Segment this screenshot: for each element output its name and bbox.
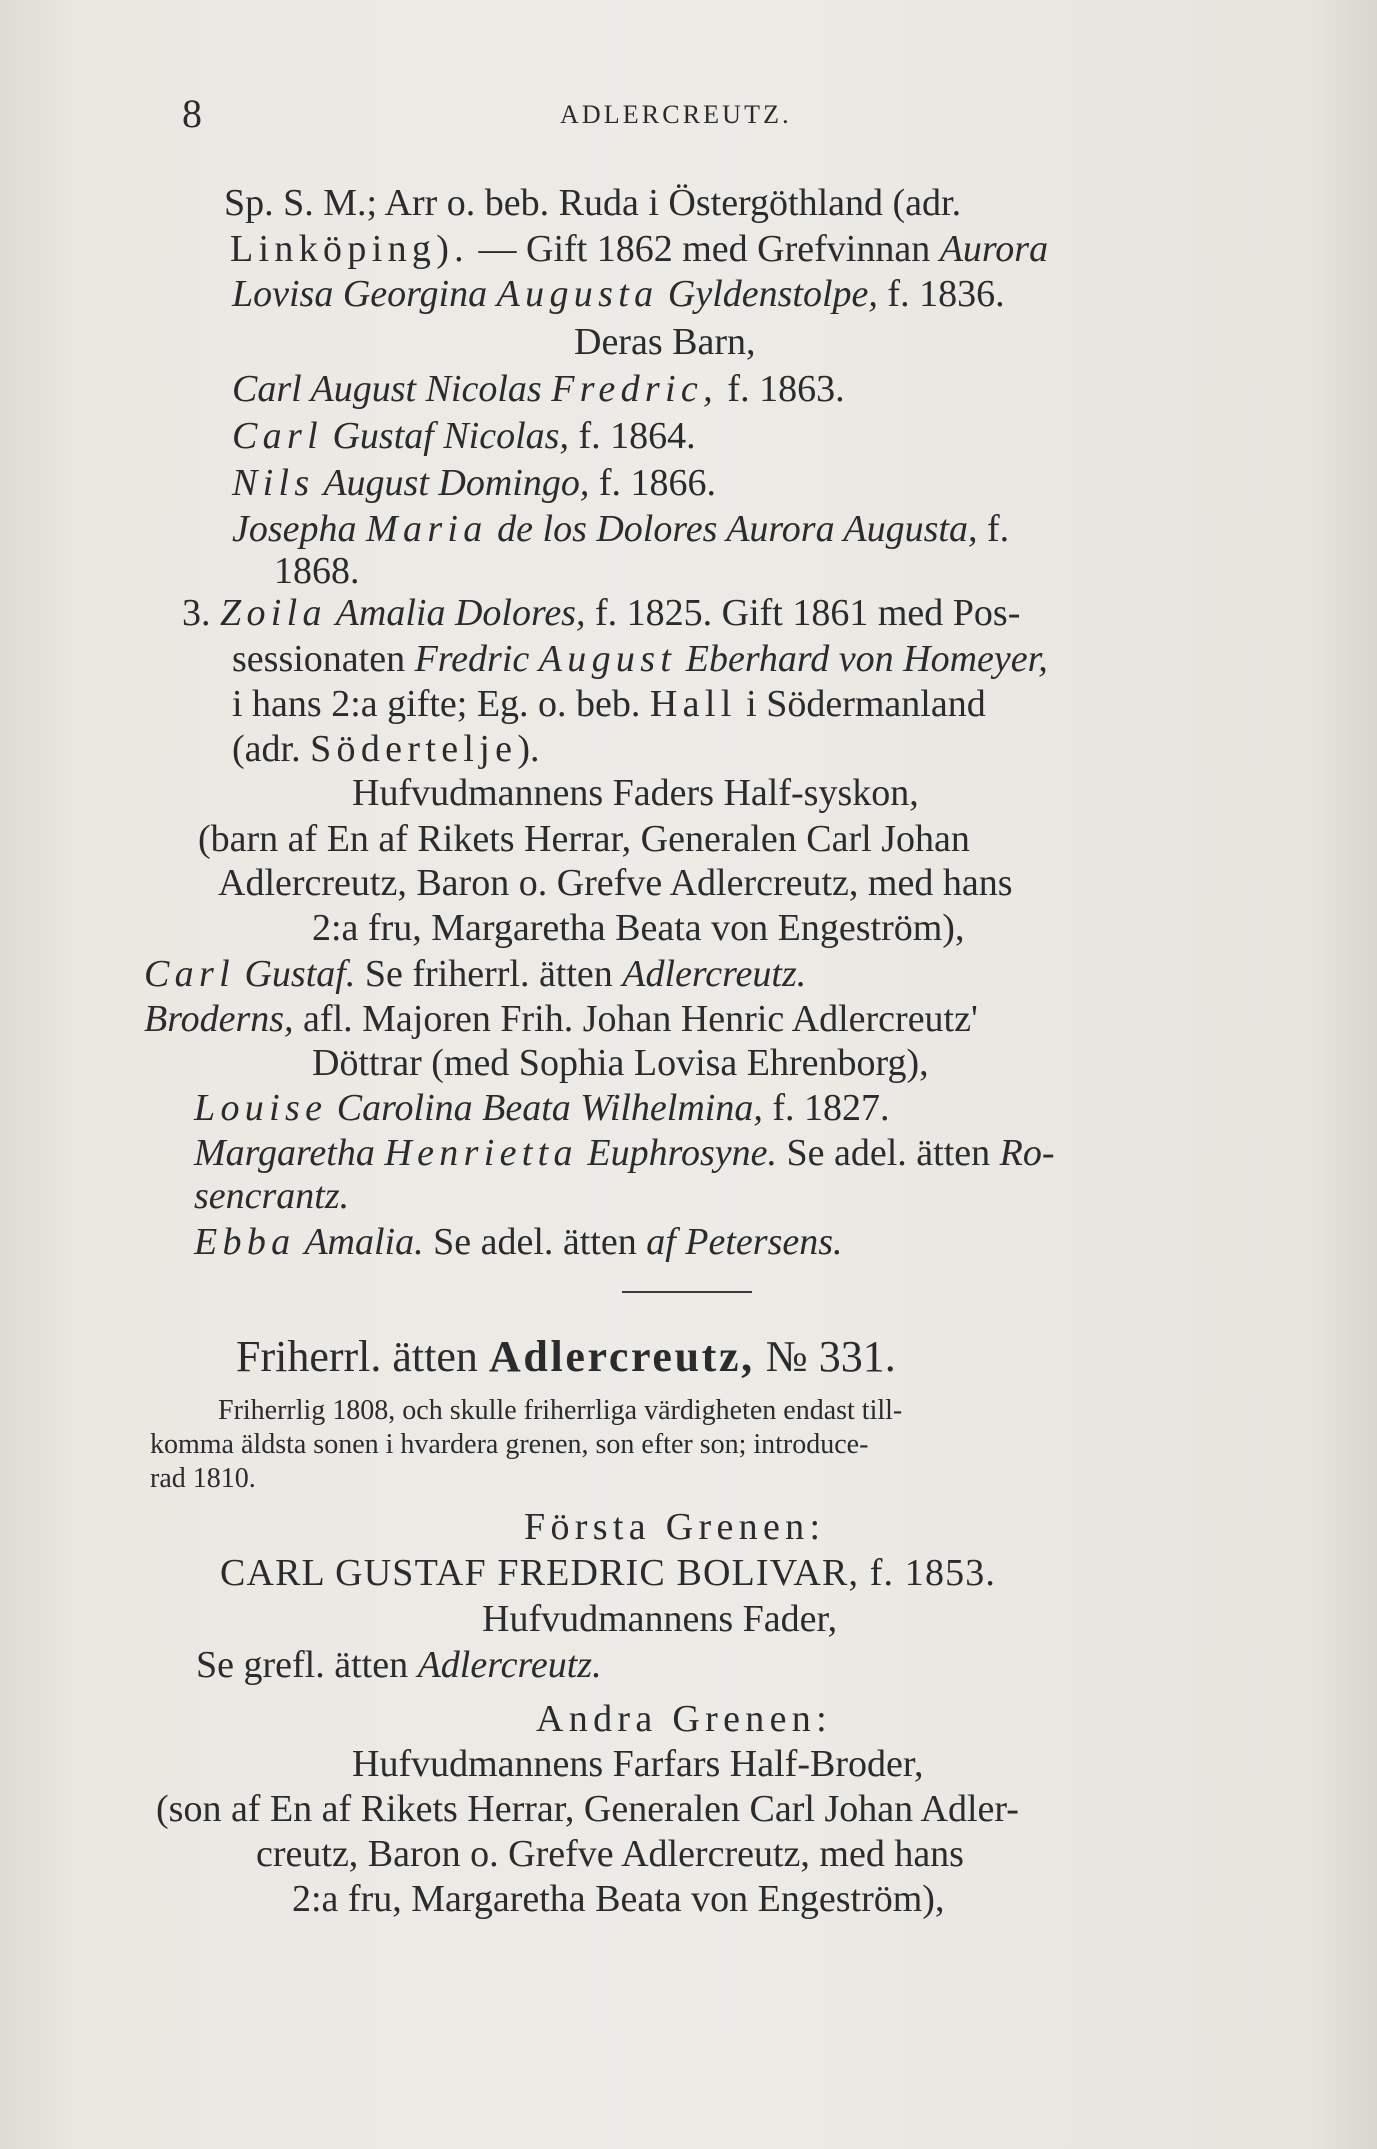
note-line: rad 1810.: [150, 1463, 256, 1494]
section-divider: [622, 1291, 752, 1293]
text-line: creutz, Baron o. Grefve Adlercreutz, med hans: [256, 1833, 964, 1875]
note-line: Friherrlig 1808, och skulle friherrliga värdigheten endast till-: [218, 1395, 903, 1426]
child-entry-cont: 1868.: [274, 550, 360, 592]
text-line: i hans 2:a gifte; Eg. o. beb. Hall i Södermanland: [232, 683, 986, 725]
text-line: Döttrar (med Sophia Lovisa Ehrenborg),: [312, 1042, 929, 1084]
text-line: (adr. Södertelje).: [232, 728, 540, 770]
text-line: Hufvudmannens Farfars Half-Broder,: [352, 1743, 924, 1785]
child-entry: Nils August Domingo, f. 1866.: [232, 462, 717, 504]
note-line: komma äldsta sonen i hvardera grenen, son efter son; introduce-: [150, 1429, 869, 1460]
running-title: ADLERCREUTZ.: [560, 100, 792, 129]
text-line: Lovisa Georgina Augusta Gyldenstolpe, f. 1836.: [232, 273, 1005, 315]
child-entry: Carl August Nicolas Fredric, f. 1863.: [232, 368, 845, 410]
text-line: (barn af En af Rikets Herrar, Generalen Carl Johan: [198, 818, 970, 860]
text-line: Hufvudmannens Fader,: [482, 1598, 838, 1640]
head-of-family: CARL GUSTAF FREDRIC BOLIVAR, f. 1853.: [220, 1552, 996, 1594]
text-line: Louise Carolina Beata Wilhelmina, f. 1827.: [194, 1087, 890, 1129]
child-entry: Carl Gustaf Nicolas, f. 1864.: [232, 415, 696, 457]
text-line: Sp. S. M.; Arr o. beb. Ruda i Östergöthland (adr.: [224, 182, 962, 224]
text-line: Margaretha Henrietta Euphrosyne. Se adel. ätten Ro-: [194, 1132, 1055, 1174]
text-line: Se grefl. ätten Adlercreutz.: [196, 1644, 602, 1686]
text-line: Adlercreutz, Baron o. Grefve Adlercreutz, med hans: [218, 862, 1013, 904]
child-entry: Josepha Maria de los Dolores Aurora Augusta, f.: [232, 508, 1010, 550]
text-line: 2:a fru, Margaretha Beata von Engeström),: [292, 1878, 945, 1920]
page-number: 8: [182, 91, 202, 136]
branch-heading: Första Grenen:: [524, 1506, 826, 1548]
text-line: (son af En af Rikets Herrar, Generalen Carl Johan Adler-: [156, 1788, 1019, 1830]
text-line: 2:a fru, Margaretha Beata von Engeström),: [312, 907, 965, 949]
text-line: sessionaten Fredric August Eberhard von Homeyer,: [232, 638, 1048, 680]
text-line: Hufvudmannens Faders Half-syskon,: [352, 772, 919, 814]
text-line: Linköping). — Gift 1862 med Grefvinnan Aurora: [230, 228, 1049, 270]
text-line: sencrantz.: [194, 1175, 350, 1217]
text-line: Carl Gustaf. Se friherrl. ätten Adlercreutz.: [144, 953, 807, 995]
text-line: 3. Zoila Amalia Dolores, f. 1825. Gift 1861 med Pos-: [182, 592, 1021, 634]
section-title: Friherrl. ätten Adlercreutz, № 331.: [236, 1332, 896, 1381]
text-line: Broderns, afl. Majoren Frih. Johan Henric Adlercreutz': [144, 998, 978, 1040]
text-line: Ebba Amalia. Se adel. ätten af Petersens.: [194, 1221, 843, 1263]
children-heading: Deras Barn,: [574, 321, 756, 363]
branch-heading: Andra Grenen:: [536, 1698, 833, 1740]
